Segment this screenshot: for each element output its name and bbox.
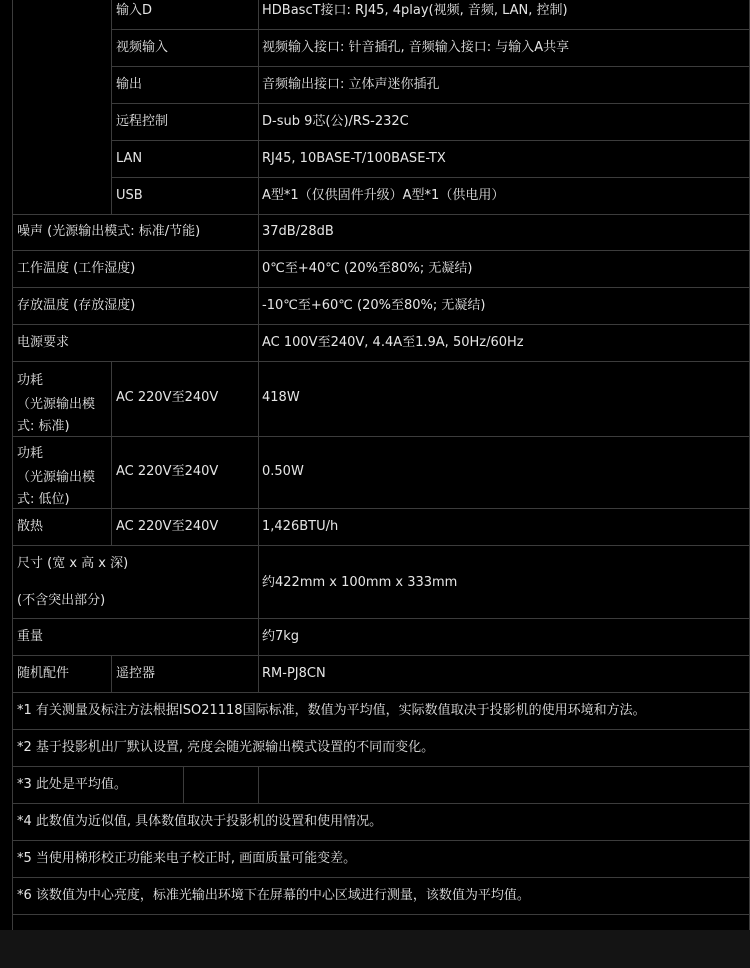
row-line [13, 914, 749, 915]
video-input-label: 视频输入 [116, 40, 169, 55]
row-line [13, 545, 749, 546]
remote-label: 远程控制 [116, 114, 169, 129]
row-line [111, 66, 749, 67]
col-line [111, 655, 112, 692]
row-line [13, 214, 749, 215]
col-line [258, 0, 259, 692]
weight-label: 重量 [17, 629, 44, 644]
heat-value: 1,426BTU/h [262, 519, 339, 534]
accessory-value: RM-PJ8CN [262, 666, 326, 681]
col-line [183, 766, 184, 803]
row-line [13, 508, 749, 509]
row-line [13, 803, 749, 804]
note-1: *1 有关测量及标注方法根据ISO21118国际标准，数值为平均值，实际数值取决于投影机的使用环境和方法。 [17, 703, 646, 718]
row-line [13, 729, 749, 730]
remote-value: D-sub 9芯(公)/RS-232C [262, 114, 409, 129]
noise-label: 噪声 (光源输出模式: 标准/节能) [17, 224, 201, 239]
col-line [258, 766, 259, 803]
power-std-label-2: （光源输出模 [17, 397, 96, 412]
usb-value: A型*1（仅供固件升级）A型*1（供电用） [262, 188, 505, 203]
row-line [13, 655, 749, 656]
row-line [13, 840, 749, 841]
size-value: 约422mm x 100mm x 333mm [262, 575, 458, 590]
row-line [111, 177, 749, 178]
row-line [13, 324, 749, 325]
col-line [111, 0, 112, 214]
note-2: *2 基于投影机出厂默认设置, 亮度会随光源输出模式设置的不同而变化。 [17, 740, 435, 755]
lan-value: RJ45, 10BASE-T/100BASE-TX [262, 151, 446, 166]
row-line [13, 618, 749, 619]
accessory-label: 随机配件 [17, 666, 70, 681]
power-low-value: 0.50W [262, 464, 304, 479]
row-line [13, 250, 749, 251]
input-d-value: HDBascT接口: RJ45, 4play(视频, 音频, LAN, 控制) [262, 3, 568, 18]
power-req-label: 电源要求 [17, 335, 70, 350]
heat-label: 散热 [17, 519, 44, 534]
row-line [13, 877, 749, 878]
note-5: *5 当使用梯形校正功能来电子校正时, 画面质量可能变差。 [17, 851, 357, 866]
power-low-label-1: 功耗 [17, 446, 44, 461]
note-6: *6 该数值为中心亮度，标准光输出环境下在屏幕的中心区域进行测量，该数值为平均值。 [17, 888, 530, 903]
storage-temp-label: 存放温度 (存放湿度) [17, 298, 136, 313]
note-4: *4 此数值为近似值, 具体数值取决于投影机的设置和使用情况。 [17, 814, 383, 829]
heat-sub: AC 220V至240V [116, 519, 219, 534]
output-label: 输出 [116, 77, 143, 92]
size-label-2: (不含突出部分) [17, 593, 106, 608]
row-line [13, 287, 749, 288]
input-d-label: 输入D [116, 3, 153, 18]
lan-label: LAN [116, 151, 143, 166]
weight-value: 约7kg [262, 629, 300, 644]
row-line [13, 436, 749, 437]
power-req-value: AC 100V至240V, 4.4A至1.9A, 50Hz/60Hz [262, 335, 524, 350]
spec-table [12, 0, 750, 930]
usb-label: USB [116, 188, 143, 203]
row-line [13, 692, 749, 693]
row-line [111, 103, 749, 104]
storage-temp-value: -10℃至+60℃ (20%至80%; 无凝结) [262, 298, 486, 313]
row-line [111, 140, 749, 141]
output-value: 音频输出接口: 立体声迷你插孔 [262, 77, 440, 92]
power-std-label-3: 式: 标准) [17, 419, 70, 434]
accessory-sub: 遥控器 [116, 666, 156, 681]
power-low-label-2: （光源输出模 [17, 470, 96, 485]
power-std-value: 418W [262, 390, 300, 405]
op-temp-label: 工作温度 (工作湿度) [17, 261, 136, 276]
note-3: *3 此处是平均值。 [17, 777, 127, 792]
footer-band [0, 930, 750, 968]
col-line [111, 361, 112, 545]
row-line [13, 766, 749, 767]
power-std-sub: AC 220V至240V [116, 390, 219, 405]
size-label-1: 尺寸 (宽 x 高 x 深) [17, 556, 129, 571]
noise-value: 37dB/28dB [262, 224, 334, 239]
op-temp-value: 0℃至+40℃ (20%至80%; 无凝结) [262, 261, 473, 276]
power-std-label-1: 功耗 [17, 373, 44, 388]
power-low-label-3: 式: 低位) [17, 492, 70, 507]
power-low-sub: AC 220V至240V [116, 464, 219, 479]
row-line [13, 361, 749, 362]
row-line [111, 29, 749, 30]
video-input-value: 视频输入接口: 针音插孔, 音频输入接口: 与输入A共享 [262, 40, 570, 55]
